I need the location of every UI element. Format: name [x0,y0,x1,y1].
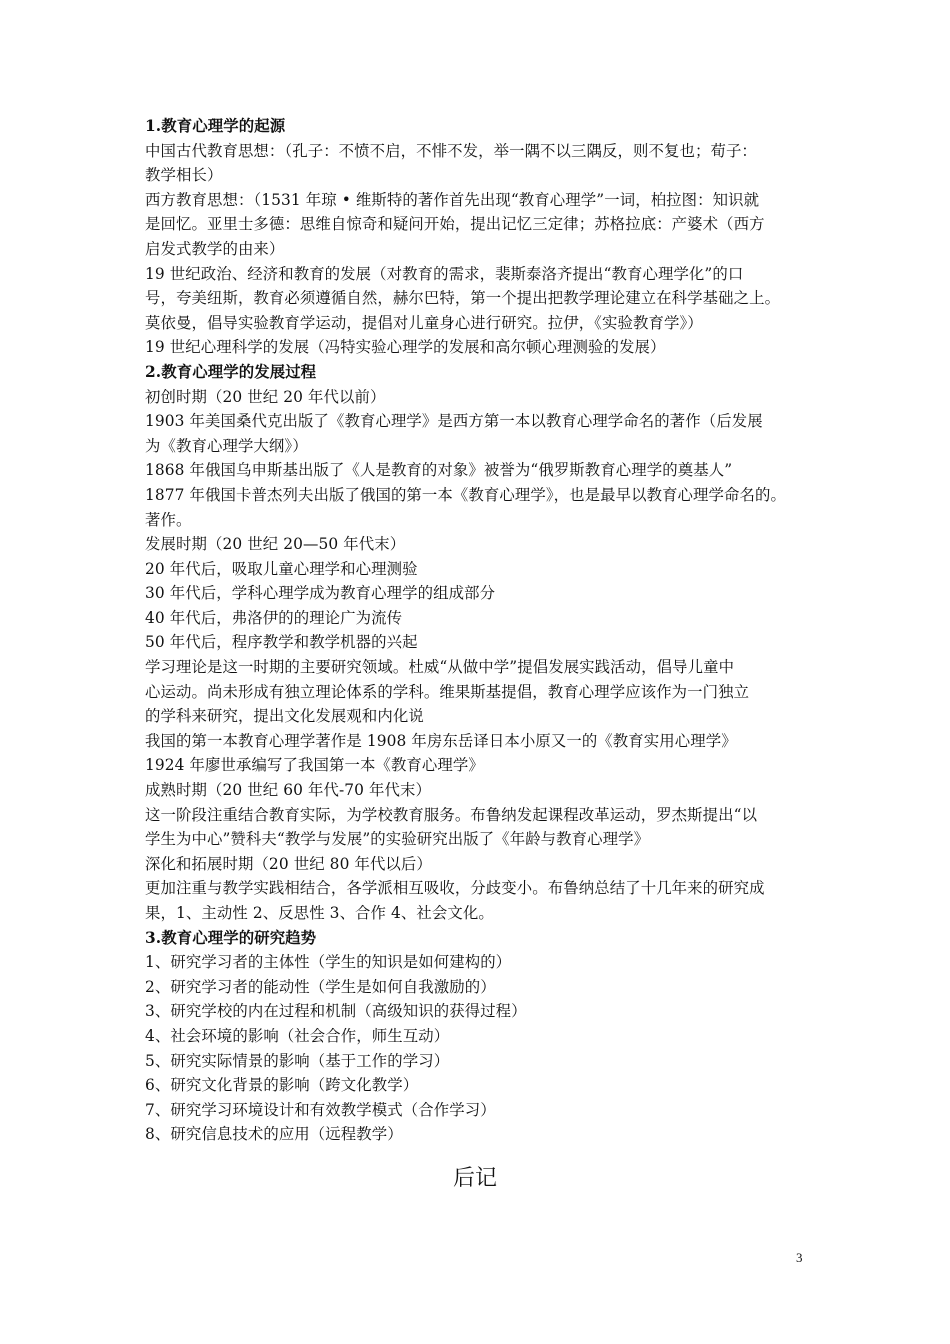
text-line: 更加注重与教学实践相结合，各学派相互吸收，分歧变小。布鲁纳总结了十几年来的研究成 [145,879,765,898]
text-line: 西方教育思想：（1531 年琼 • 维斯特的著作首先出现“教育心理学”一词，柏拉图：知识就 [145,190,760,209]
text-line: 1903 年美国桑代克出版了《教育心理学》是西方第一本以教育心理学命名的著作（后发展 [145,412,763,431]
text-line: 中国古代教育思想：（孔子：不愤不启，不悱不发，举一隅不以三隅反，则不复也；荀子： [145,141,757,160]
text-line: 启发式教学的由来） [145,239,285,258]
text-line: 6、研究文化背景的影响（跨文化教学） [145,1076,419,1095]
text-line: 著作。 [145,510,192,529]
text-line: 3、研究学校的内在过程和机制（高级知识的获得过程） [145,1002,527,1021]
text-line: 19 世纪政治、经济和教育的发展（对教育的需求，裴斯泰洛齐提出“教育心理学化”的口 [145,264,744,283]
text-line: 40 年代后，弗洛伊的的理论广为流传 [145,608,403,627]
text-line: 3.教育心理学的研究趋势 [145,928,317,947]
text-line: 我国的第一本教育心理学著作是 1908 年房东岳译日本小原又一的《教育实用心理学》 [145,731,737,750]
text-line: 30 年代后，学科心理学成为教育心理学的组成部分 [145,584,496,603]
text-line: 1924 年廖世承编写了我国第一本《教育心理学》 [145,756,484,775]
text-line: 发展时期（20 世纪 20—50 年代末） [145,535,406,554]
text-line: 号，夸美纽斯，教育必须遵循自然，赫尔巴特，第一个提出把教学理论建立在科学基础之上。 [145,289,781,308]
document-body [145,114,813,1147]
text-line: 19 世纪心理科学的发展（冯特实验心理学的发展和高尔顿心理测验的发展） [145,338,666,357]
text-line: 心运动。尚未形成有独立理论体系的学科。维果斯基提倡，教育心理学应该作为一门独立 [145,682,750,701]
text-line: 为《教育心理学大纲》） [145,436,308,455]
text-line: 是回忆。亚里士多德：思维自惊奇和疑问开始，提出记忆三定律；苏格拉底：产婆术（西方 [145,215,765,234]
text-line: 5、研究实际情景的影响（基于工作的学习） [145,1051,450,1070]
text-line: 莫依曼，倡导实验教育学运动，提倡对儿童身心进行研究。拉伊，《实验教育学》） [145,313,703,332]
text-line: 1、研究学习者的主体性（学生的知识是如何建构的） [145,953,512,972]
text-line: 学生为中心”赞科夫“教学与发展”的实验研究出版了《年龄与教育心理学》 [145,830,650,849]
text-line: 成熟时期（20 世纪 60 年代-70 年代末） [145,781,431,800]
postscript-heading: 后记 [452,1166,497,1191]
text-line: 1868 年俄国乌申斯基出版了《人是教育的对象》被誉为“俄罗斯教育心理学的奠基人” [145,461,733,480]
text-line: 4、社会环境的影响（社会合作，师生互动） [145,1026,450,1045]
text-line: 教学相长） [145,166,223,185]
text-line: 初创时期（20 世纪 20 年代以前） [145,387,386,406]
text-line: 50 年代后，程序教学和教学机器的兴起 [145,633,418,652]
text-line: 1877 年俄国卡普杰列夫出版了俄国的第一本《教育心理学》，也是最早以教育心理学命名的。 [145,485,786,504]
text-line: 1.教育心理学的起源 [145,117,286,135]
text-line: 这一阶段注重结合教育实际，为学校教育服务。布鲁纳发起课程改革运动，罗杰斯提出“以 [145,805,758,824]
text-line: 2.教育心理学的发展过程 [145,362,317,381]
text-line: 果，1、主动性 2、反思性 3、合作 4、社会文化。 [145,904,494,922]
text-line: 深化和拓展时期（20 世纪 80 年代以后） [145,854,432,873]
text-line: 学习理论是这一时期的主要研究领域。杜威“从做中学”提倡发展实践活动，倡导儿童中 [145,658,735,677]
text-line: 20 年代后，吸取儿童心理学和心理测验 [145,559,418,578]
text-line: 的学科来研究，提出文化发展观和内化说 [145,707,424,726]
text-line: 7、研究学习环境设计和有效教学模式（合作学习） [145,1100,496,1119]
page-number: 3 [796,1250,803,1265]
text-line: 2、研究学习者的能动性（学生是如何自我激励的） [145,977,496,996]
text-line: 8、研究信息技术的应用（远程教学） [145,1125,403,1144]
